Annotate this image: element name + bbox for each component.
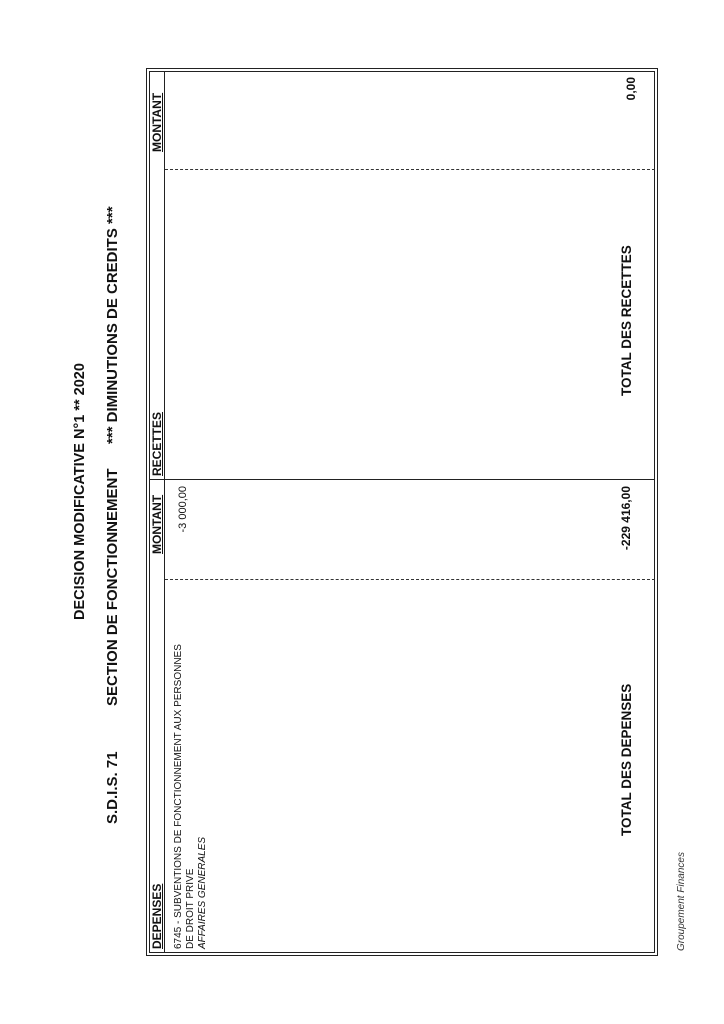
recettes-header: RECETTES <box>150 411 164 476</box>
line-account-title-cont: DE DROIT PRIVE <box>185 868 196 949</box>
depenses-amount-separator <box>165 579 655 580</box>
organisation-name: S.D.I.S. 71 <box>104 751 121 824</box>
total-depenses-label: TOTAL DES DEPENSES <box>619 683 634 836</box>
total-recettes-amount: 0,00 <box>624 77 638 101</box>
line-service: AFFAIRES GENERALES <box>197 836 208 949</box>
document-title: DECISION MODIFICATIVE N°1 ** 2020 <box>72 363 88 620</box>
depenses-header: DEPENSES <box>150 883 164 949</box>
total-depenses-amount: -229 416,00 <box>619 486 633 551</box>
line-amount: -3 000,00 <box>177 486 189 533</box>
line-account-title: 6745 - SUBVENTIONS DE FONCTIONNEMENT AUX PERSONNES <box>173 644 184 949</box>
table-frame-inner <box>149 71 655 953</box>
recettes-amount-separator <box>165 169 655 170</box>
recettes-amount-header: MONTANT <box>150 92 164 152</box>
section-name: SECTION DE FONCTIONNEMENT <box>104 468 121 706</box>
header-row-rule <box>164 71 165 953</box>
depenses-amount-header: MONTANT <box>150 494 164 554</box>
total-recettes-label: TOTAL DES RECETTES <box>619 245 634 396</box>
footer-note: Groupement Finances <box>676 852 687 951</box>
depenses-recettes-separator <box>149 479 655 480</box>
credit-kind: *** DIMINUTIONS DE CREDITS *** <box>104 206 121 444</box>
